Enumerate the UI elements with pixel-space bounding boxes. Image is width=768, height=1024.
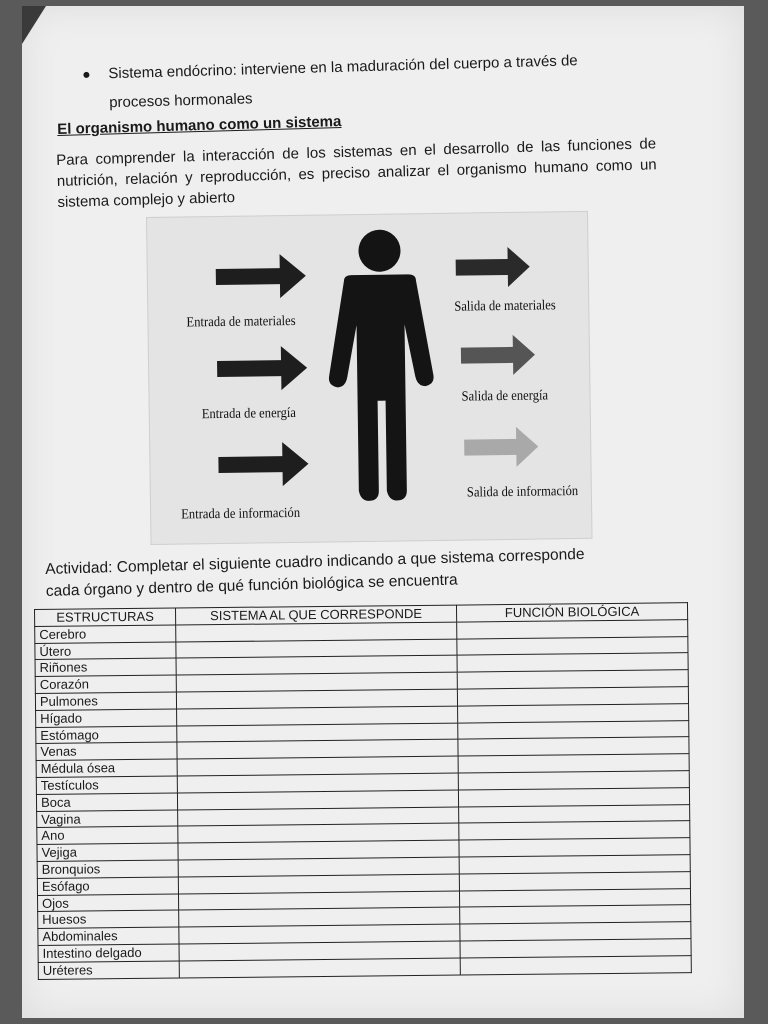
activity-line1: Actividad: Completar el siguiente cuadro indicando a que sistema corresponde (45, 545, 585, 578)
structure-cell: Estómago (36, 726, 177, 744)
output-arrow-materials (455, 247, 530, 288)
bullet-dot-icon (83, 72, 89, 78)
output-arrow-information (464, 427, 539, 468)
section-paragraph: Para comprender la interacción de los sistemas en el desarrollo de las funciones de nutrición, relación y reproducción, es preciso analizar el organismo humano como un sistema complejo y abierto (56, 135, 657, 211)
structure-cell: Abdominales (38, 927, 179, 945)
table-body (35, 619, 692, 979)
structure-cell: Médula ósea (36, 759, 177, 777)
page-corner-shadow (22, 6, 46, 44)
output-arrow-energy (461, 335, 536, 376)
system-answer-cell[interactable] (179, 958, 460, 978)
structures-table-wrapper (34, 602, 692, 979)
structure-cell: Bronquios (37, 860, 178, 878)
structure-cell: Venas (36, 742, 177, 760)
structure-cell: Ojos (37, 894, 178, 912)
label-input-information: Entrada de información (181, 505, 301, 523)
structure-cell: Riñones (35, 658, 176, 676)
structure-cell: Pulmones (35, 692, 176, 710)
bullet-text-line2: procesos hormonales (108, 90, 253, 112)
input-arrow-information (218, 442, 309, 487)
structure-cell: Uréteres (38, 961, 179, 979)
section-heading: El organismo humano como un sistema (57, 113, 342, 138)
structure-cell: Útero (35, 642, 176, 660)
label-input-energy: Entrada de energía (201, 405, 297, 423)
structure-cell: Hígado (36, 709, 177, 727)
label-output-materials: Salida de materiales (454, 298, 556, 315)
bullet-text-line1: Sistema endócrino: interviene en la maduración del cuerpo a través de (108, 52, 578, 83)
structure-cell: Vagina (37, 810, 178, 828)
structures-table (34, 602, 692, 979)
label-output-information: Salida de información (466, 483, 579, 501)
activity-line2: cada órgano y dentro de qué función biológica se encuentra (45, 571, 458, 600)
structure-cell: Ano (37, 826, 178, 844)
structure-cell: Boca (36, 793, 177, 811)
structure-cell: Huesos (38, 910, 179, 928)
structure-cell: Cerebro (35, 625, 176, 643)
structure-cell: Intestino delgado (38, 944, 179, 962)
structure-cell: Esófago (37, 877, 178, 895)
open-system-figure (146, 211, 593, 545)
label-output-energy: Salida de energía (461, 388, 549, 405)
input-arrow-materials (216, 254, 307, 299)
function-answer-cell[interactable] (460, 955, 691, 974)
structure-cell: Vejiga (37, 843, 178, 861)
person-silhouette (327, 229, 435, 501)
structure-cell: Corazón (35, 675, 176, 693)
input-arrow-energy (217, 346, 308, 391)
structure-cell: Testículos (36, 776, 177, 794)
header-function: FUNCIÓN BIOLÓGICA (456, 603, 687, 622)
header-system: SISTEMA AL QUE CORRESPONDE (175, 605, 456, 625)
label-input-materials: Entrada de materiales (186, 313, 296, 331)
header-structures: ESTRUCTURAS (35, 608, 176, 626)
